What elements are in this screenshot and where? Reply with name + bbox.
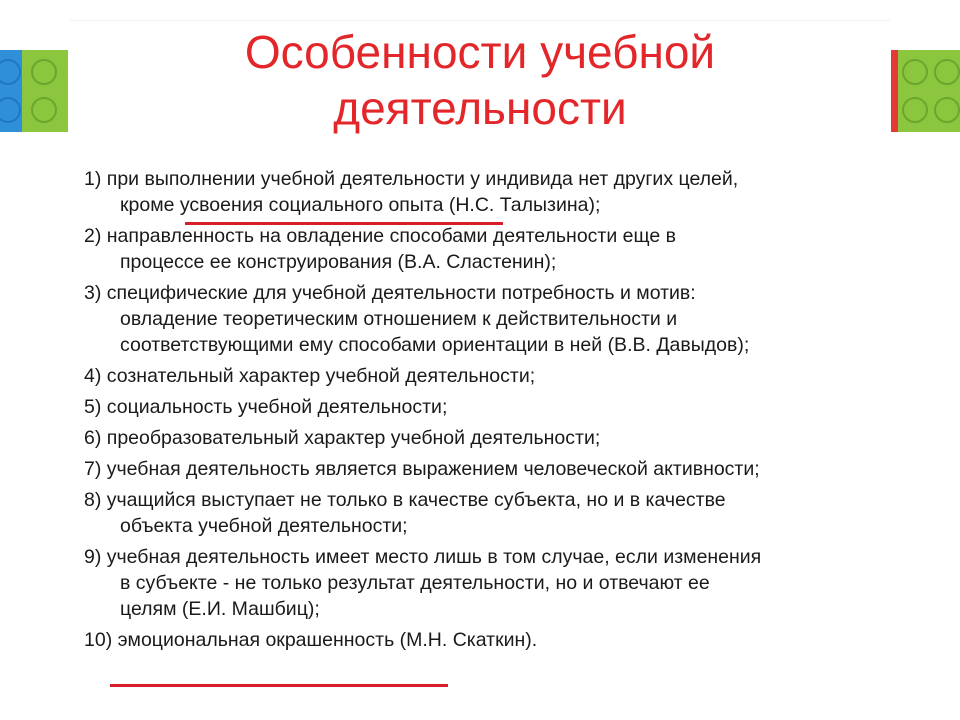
list-item-number: 2) xyxy=(84,225,102,247)
list-item-text: овладение теоретическим отношением к действительности и xyxy=(120,308,678,330)
list-item-text: объекта учебной деятельности; xyxy=(120,515,408,537)
list-item-number: 1) xyxy=(84,168,102,190)
list-item-number: 3) xyxy=(84,282,102,304)
list-item-line xyxy=(84,363,904,389)
list-item-line xyxy=(84,223,904,249)
list-item-line xyxy=(84,425,904,451)
underline-highlight xyxy=(185,222,503,225)
list-item-text: процессе ее конструирования (В.А. Сластенин); xyxy=(120,251,557,273)
list-item-continuation xyxy=(84,513,904,539)
list-item-continuation xyxy=(84,570,904,596)
list-item-number: 9) xyxy=(84,546,102,568)
title-line: Особенности учебной xyxy=(244,26,716,78)
list-item-number: 6) xyxy=(84,427,102,449)
list-item xyxy=(84,544,904,622)
list-item-number: 8) xyxy=(84,489,102,511)
list-item-text: специфические для учебной деятельности потребность и мотив: xyxy=(106,282,696,304)
list-item-continuation xyxy=(84,192,904,218)
feature-list xyxy=(84,166,904,658)
list-item-text: эмоциональная окрашенность (М.Н. Скаткин). xyxy=(117,629,538,651)
list-item-text: целям (Е.И. Машбиц); xyxy=(120,598,320,620)
list-item-text: направленность на овладение способами деятельности еще в xyxy=(106,225,676,247)
list-item-number: 10) xyxy=(84,629,113,651)
list-item-text: преобразовательный характер учебной деятельности; xyxy=(106,427,601,449)
list-item-continuation xyxy=(84,249,904,275)
list-item-text: в субъекте - не только результат деятельности, но и отвечают ее xyxy=(120,572,710,594)
list-item xyxy=(84,166,904,218)
list-item xyxy=(84,425,904,451)
list-item xyxy=(84,627,904,653)
list-item-line xyxy=(84,627,904,653)
list-item-number: 7) xyxy=(84,458,102,480)
list-item-text: кроме усвоения социального опыта (Н.С. Талызина); xyxy=(120,194,601,216)
list-item-text: при выполнении учебной деятельности у индивида нет других целей, xyxy=(106,168,739,190)
list-item-line xyxy=(84,166,904,192)
list-item-text: соответствующими ему способами ориентации в ней (В.В. Давыдов); xyxy=(120,334,750,356)
list-item-line xyxy=(84,280,904,306)
list-item-line xyxy=(84,394,904,420)
underline-highlight xyxy=(110,684,448,687)
list-item xyxy=(84,394,904,420)
list-item xyxy=(84,456,904,482)
list-item-continuation xyxy=(84,306,904,332)
list-item-line xyxy=(84,456,904,482)
list-item-line xyxy=(84,487,904,513)
top-divider xyxy=(70,20,890,21)
list-item xyxy=(84,280,904,358)
list-item-number: 5) xyxy=(84,396,102,418)
list-item-text: сознательный характер учебной деятельности; xyxy=(106,365,536,387)
list-item xyxy=(84,487,904,539)
list-item-number: 4) xyxy=(84,365,102,387)
list-item-continuation xyxy=(84,596,904,622)
list-item-line xyxy=(84,544,904,570)
list-item xyxy=(84,363,904,389)
list-item-text: социальность учебной деятельности; xyxy=(106,396,448,418)
list-item-text: учащийся выступает не только в качестве субъекта, но и в качестве xyxy=(106,489,726,511)
list-item-text: учебная деятельность является выражением человеческой активности; xyxy=(106,458,760,480)
list-item xyxy=(84,223,904,275)
title-line: деятельности xyxy=(333,82,627,134)
list-item-continuation xyxy=(84,332,904,358)
slide-title xyxy=(0,24,960,136)
list-item-text: учебная деятельность имеет место лишь в том случае, если изменения xyxy=(106,546,762,568)
